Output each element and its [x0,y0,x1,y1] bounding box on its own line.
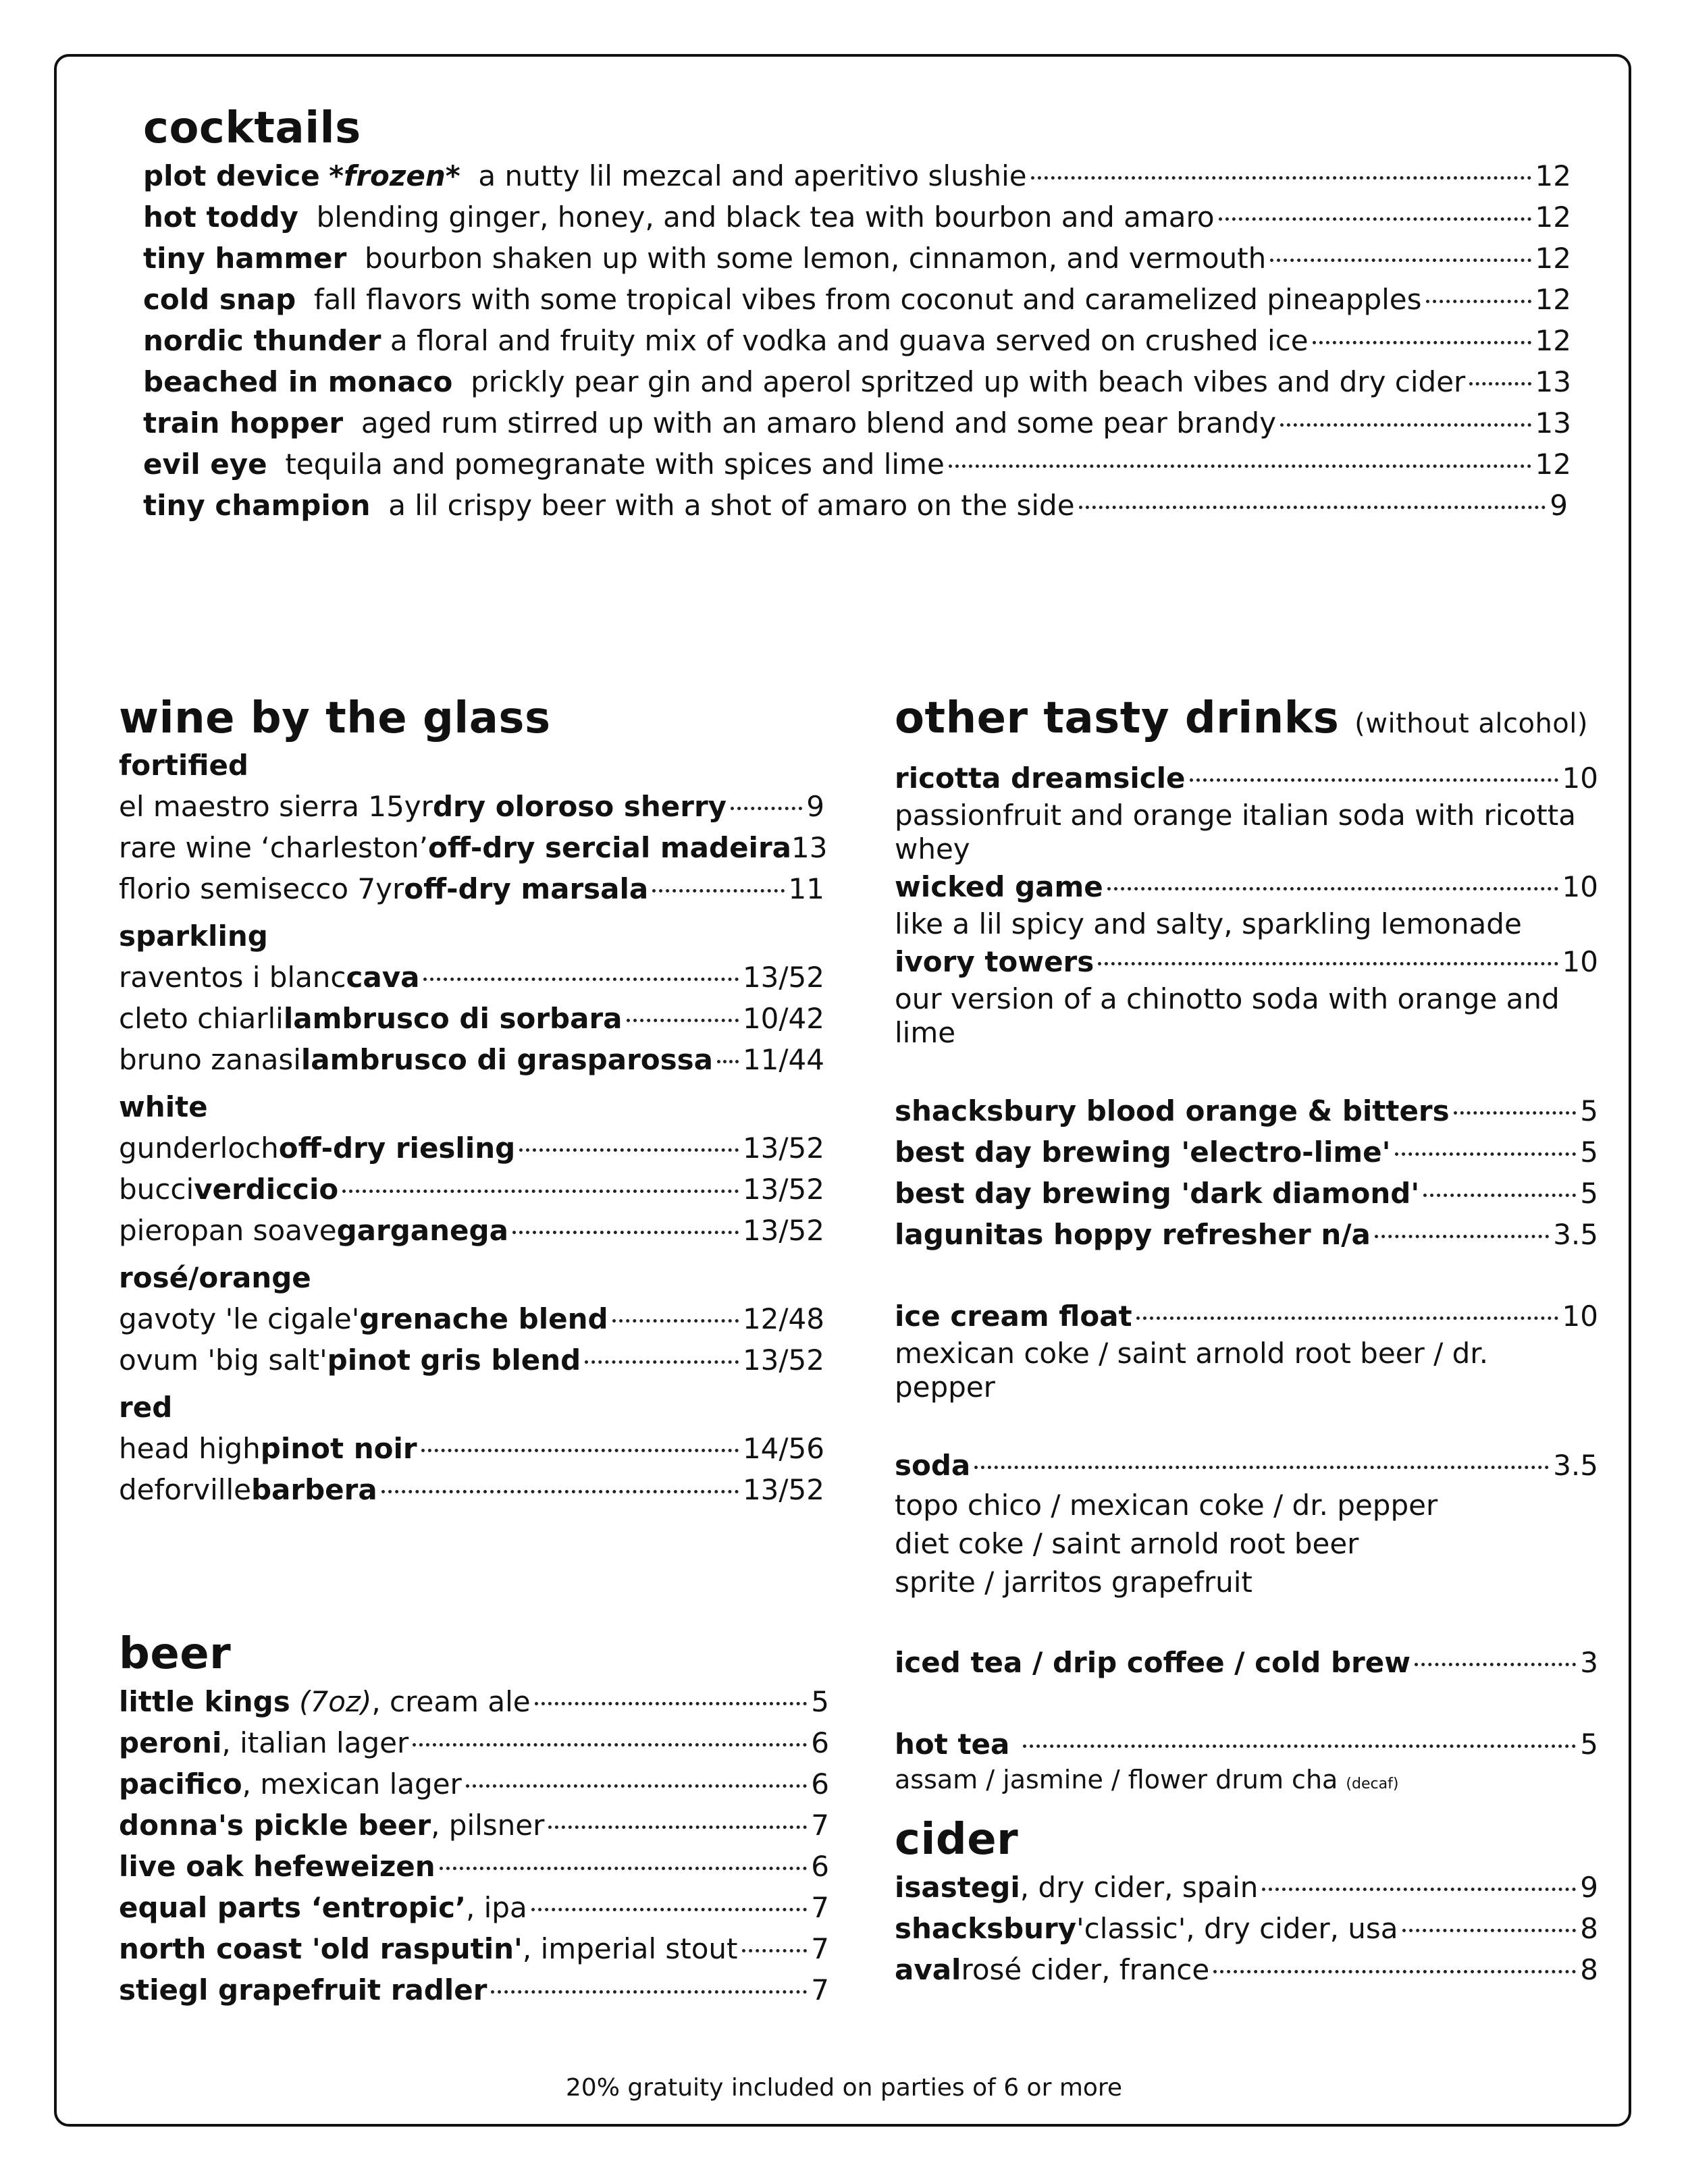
item-price: 12 [1535,448,1571,481]
item-description [895,1765,1598,1799]
dot-leader [519,1148,739,1152]
wine-style: lambrusco di grasparossa [300,1043,713,1076]
item-name: hot tea [895,1728,1010,1761]
menu-item [143,279,1571,320]
dot-leader [381,1490,739,1493]
item-name: lagunitas hoppy refresher n/a [895,1218,1371,1251]
item-name: shacksbury blood orange & bitters [895,1094,1450,1127]
producer: deforville [119,1473,251,1506]
dot-leader [585,1360,739,1364]
soda-item [895,866,1598,907]
dot-leader [1395,1152,1577,1156]
wine-category: sparkling [119,920,268,953]
beer-name: donna's pickle beer [119,1809,431,1842]
wine-item [119,868,824,909]
item-price: 11/44 [742,1043,824,1076]
beer-name: little kings [119,1685,290,1718]
wine-item [119,1039,824,1080]
dot-leader [1262,1888,1576,1891]
dot-leader [612,1319,739,1323]
item-price: 13/52 [742,1131,824,1165]
menu-item [143,402,1571,444]
dot-leader [974,1466,1549,1469]
wine-item [119,1210,824,1251]
item-description: a floral and fruity mix of vodka and guava served on crushed ice [390,324,1309,357]
soda-item [895,757,1598,799]
dot-leader [1423,1194,1576,1197]
item-price: 12 [1535,324,1571,357]
wine-item [119,1169,824,1210]
beer-item [119,1969,829,2010]
item-name: wicked game [895,870,1103,903]
item-price: 7 [811,1932,829,1965]
cider-name: shacksbury [895,1912,1077,1945]
dot-leader [512,1231,739,1234]
beer-name: pacifico [119,1767,242,1801]
wine-style: dry oloroso sherry [432,790,727,823]
cider-style: 'classic', dry cider, usa [1076,1912,1398,1945]
wine-style: barbera [250,1473,377,1506]
dot-leader [742,1949,808,1952]
producer: raventos i blanc [119,961,346,994]
soda-options-line: diet coke / saint arnold root beer [895,1527,1359,1560]
item-price: 10 [1562,870,1598,903]
item-price: 3.5 [1553,1218,1598,1251]
dot-leader [1426,300,1531,303]
beer-name: equal parts ‘entropic’ [119,1891,466,1924]
item-price: 12 [1535,283,1571,316]
item-price: 7 [811,1809,829,1842]
wine-item [119,1298,824,1339]
item-description: aged rum stirred up with an amaro blend and some pear brandy [361,406,1277,440]
item-price: 9 [1550,489,1568,522]
producer: head high [119,1432,261,1465]
item-price: 7 [811,1973,829,2006]
beer-item [119,1887,829,1928]
dot-leader [1136,1316,1558,1320]
item-description: fall flavors with some tropical vibes from coconut and caramelized pineapples [313,283,1422,316]
na-beer-item [895,1131,1598,1173]
cider-name: aval [895,1953,961,1986]
dot-leader [1270,259,1531,262]
wine-category: red [119,1391,173,1424]
item-name: plot device [143,159,320,192]
dot-leader [949,464,1531,468]
cocktails-section [143,101,1571,526]
item-name: nordic thunder [143,324,381,357]
dot-leader [731,807,802,810]
beer-heading: beer [119,1629,232,1679]
wine-style: off-dry riesling [278,1131,516,1165]
item-name: ivory towers [895,945,1094,978]
soda-item [895,941,1598,982]
item-price: 3.5 [1553,1449,1598,1482]
dot-leader [1190,778,1558,782]
menu-item [143,485,1568,526]
menu-item [143,361,1571,402]
producer: bucci [119,1173,194,1206]
dot-leader [440,1867,808,1870]
beer-name: live oak hefeweizen [119,1850,436,1883]
item-price: 12 [1535,159,1571,192]
wine-section [119,691,828,1510]
item-description: blending ginger, honey, and black tea with bourbon and amaro [316,201,1215,234]
wine-category: white [119,1090,208,1123]
producer: ovum 'big salt' [119,1343,327,1377]
beer-name: stiegl grapefruit radler [119,1973,487,2006]
wine-style: verdiccio [194,1173,339,1206]
dot-leader [717,1060,739,1063]
item-name: evil eye [143,448,267,481]
beer-item [119,1846,829,1887]
menu-item [143,155,1571,196]
wine-style: pinot gris blend [327,1343,581,1377]
item-name: soda [895,1449,971,1482]
wine-item [119,786,824,827]
wine-style: grenache blend [359,1302,608,1335]
dot-leader [1375,1235,1549,1238]
wine-item [119,1127,824,1169]
cider-item [895,1949,1598,1990]
item-price: 5 [1580,1177,1598,1210]
float-item [895,1296,1598,1337]
item-name: beached in monaco [143,365,453,398]
dot-leader [1415,1663,1576,1666]
item-description: prickly pear gin and aperol spritzed up with beach vibes and dry cider [471,365,1466,398]
item-price: 5 [811,1685,829,1718]
gratuity-note: 20% gratuity included on parties of 6 or more [565,2074,1123,2102]
dot-leader [548,1826,807,1829]
wine-item [119,827,828,868]
item-name: best day brewing 'dark diamond' [895,1177,1420,1210]
producer: cleto chiarli [119,1002,284,1035]
beer-style: , italian lager [221,1726,409,1759]
item-description: a nutty lil mezcal and aperitivo slushie [478,159,1027,192]
item-price: 13 [791,831,828,864]
dot-leader [627,1019,739,1022]
item-name: tiny hammer [143,242,347,275]
menu-item [143,196,1571,238]
hot-tea-item [895,1724,1598,1765]
dot-leader [1280,423,1531,427]
wine-item [119,1339,824,1381]
dot-leader [421,1449,739,1452]
item-description: like a lil spicy and salty, sparkling lemonade [895,907,1522,940]
wine-style: lambrusco di sorbara [283,1002,623,1035]
item-price: 6 [811,1850,829,1883]
dot-leader [413,1743,807,1747]
producer: florio semisecco 7yr [119,872,404,905]
dot-leader [1098,962,1558,965]
other-drinks-heading [895,691,1598,751]
menu-item [143,238,1571,279]
wine-heading: wine by the glass [119,693,551,743]
dot-leader [466,1784,807,1788]
other-drinks-subtitle: (without alcohol) [1354,708,1588,739]
beer-section [119,1627,829,2010]
cider-style: rosé cider, france [961,1953,1210,1986]
producer: pieropan soave [119,1214,337,1247]
item-description: our version of a chinotto soda with orange and lime [895,982,1560,1049]
cider-name: isastegi [895,1871,1020,1904]
other-drinks-section [895,691,1598,1990]
dot-leader [1213,1970,1576,1973]
item-price: 6 [811,1767,829,1801]
item-price: 8 [1580,1912,1598,1945]
cider-item [895,1908,1598,1949]
item-price: 9 [806,790,824,823]
item-price: 14/56 [742,1432,824,1465]
dot-leader [1219,217,1531,221]
item-price: 9 [1580,1871,1598,1904]
dot-leader [423,978,738,981]
beer-item [119,1722,829,1763]
cider-style: , dry cider, spain [1020,1871,1259,1904]
producer: bruno zanasi [119,1043,301,1076]
item-price: 13/52 [742,1473,824,1506]
coffee-tea-item [895,1642,1598,1683]
item-price: 13/52 [742,1173,824,1206]
cocktails-heading: cocktails [143,103,361,153]
item-price: 6 [811,1726,829,1759]
item-price: 13/52 [742,1214,824,1247]
beer-style: , ipa [465,1891,527,1924]
item-name: iced tea / drip coffee / cold brew [895,1646,1411,1679]
dot-leader [491,1990,807,1994]
producer: rare wine ‘charleston’ [119,831,428,864]
item-name: hot toddy [143,201,298,234]
item-name: cold snap [143,283,296,316]
soda-options-line: sprite / jarritos grapefruit [895,1566,1252,1599]
menu-item [143,444,1571,485]
item-description: tequila and pomegranate with spices and lime [285,448,945,481]
other-drinks-title: other tasty drinks [895,693,1340,743]
dot-leader [531,1908,808,1911]
item-price: 12 [1535,201,1571,234]
dot-leader [1107,887,1558,890]
wine-item [119,1469,824,1510]
wine-category: rosé/orange [119,1261,311,1294]
na-beer-item [895,1090,1598,1131]
item-description: mexican coke / saint arnold root beer / dr. pepper [895,1337,1489,1404]
producer: gunderloch [119,1131,279,1165]
dot-leader [1023,1744,1577,1748]
wine-style: pinot noir [260,1432,417,1465]
wine-style: off-dry sercial madeira [427,831,792,864]
item-name: train hopper [143,406,344,440]
item-price: 5 [1580,1136,1598,1169]
beer-style: , mexican lager [242,1767,462,1801]
beer-name: peroni [119,1726,222,1759]
item-price: 3 [1580,1646,1598,1679]
item-price: 7 [811,1891,829,1924]
wine-item [119,998,824,1039]
dot-leader [1313,341,1531,344]
wine-item [119,1428,824,1469]
wine-style: off-dry marsala [404,872,649,905]
beer-item [119,1681,829,1722]
na-beer-item [895,1173,1598,1214]
beer-style: , cream ale [371,1685,531,1718]
decaf-note: (decaf) [1346,1776,1399,1792]
item-price: 10/42 [742,1002,824,1035]
item-price: 13 [1535,365,1571,398]
item-price: 11 [788,872,824,905]
na-beer-item [895,1214,1598,1255]
wine-item [119,957,824,998]
soda-options-line: topo chico / mexican coke / dr. pepper [895,1489,1438,1522]
beer-item [119,1928,829,1969]
wine-style: garganega [336,1214,508,1247]
beer-style: , imperial stout [522,1932,738,1965]
wine-category: fortified [119,749,248,782]
producer: gavoty 'le cigale' [119,1302,360,1335]
dot-leader [652,889,784,893]
item-name: ice cream float [895,1300,1132,1333]
item-price: 13 [1535,406,1571,440]
tea-options: assam / jasmine / flower drum cha [895,1765,1338,1794]
dot-leader [535,1702,808,1705]
beer-name: north coast 'old rasputin' [119,1932,523,1965]
dot-leader [1469,382,1531,385]
dot-leader [1031,176,1531,180]
item-price: 10 [1562,945,1598,978]
wine-style: cava [346,961,420,994]
item-name: best day brewing 'electro-lime' [895,1136,1391,1169]
beer-size: (7oz) [299,1685,372,1718]
beer-item [119,1763,829,1805]
dot-leader [1402,1929,1577,1932]
item-price: 13/52 [742,1343,824,1377]
item-price: 5 [1580,1094,1598,1127]
beer-item [119,1805,829,1846]
item-price: 12 [1535,242,1571,275]
cider-item [895,1867,1598,1908]
dot-leader [342,1190,739,1193]
item-price: 5 [1580,1728,1598,1761]
item-description: a lil crispy beer with a shot of amaro on the side [388,489,1075,522]
item-name: ricotta dreamsicle [895,762,1186,795]
item-price: 8 [1580,1953,1598,1986]
beer-style: , pilsner [431,1809,545,1842]
menu-item [143,320,1571,361]
item-price: 13/52 [742,961,824,994]
producer: el maestro sierra 15yr [119,790,433,823]
soda-list-item [895,1445,1598,1486]
cider-heading: cider [895,1815,1019,1865]
item-description: bourbon shaken up with some lemon, cinnamon, and vermouth [365,242,1267,275]
item-price: 10 [1562,762,1598,795]
dot-leader [1079,506,1546,509]
dot-leader [1454,1111,1577,1115]
item-price: 10 [1562,1300,1598,1333]
item-price: 12/48 [742,1302,824,1335]
item-description: passionfruit and orange italian soda with ricotta whey [895,799,1576,865]
item-tag: *frozen* [329,159,460,192]
item-name: tiny champion [143,489,371,522]
